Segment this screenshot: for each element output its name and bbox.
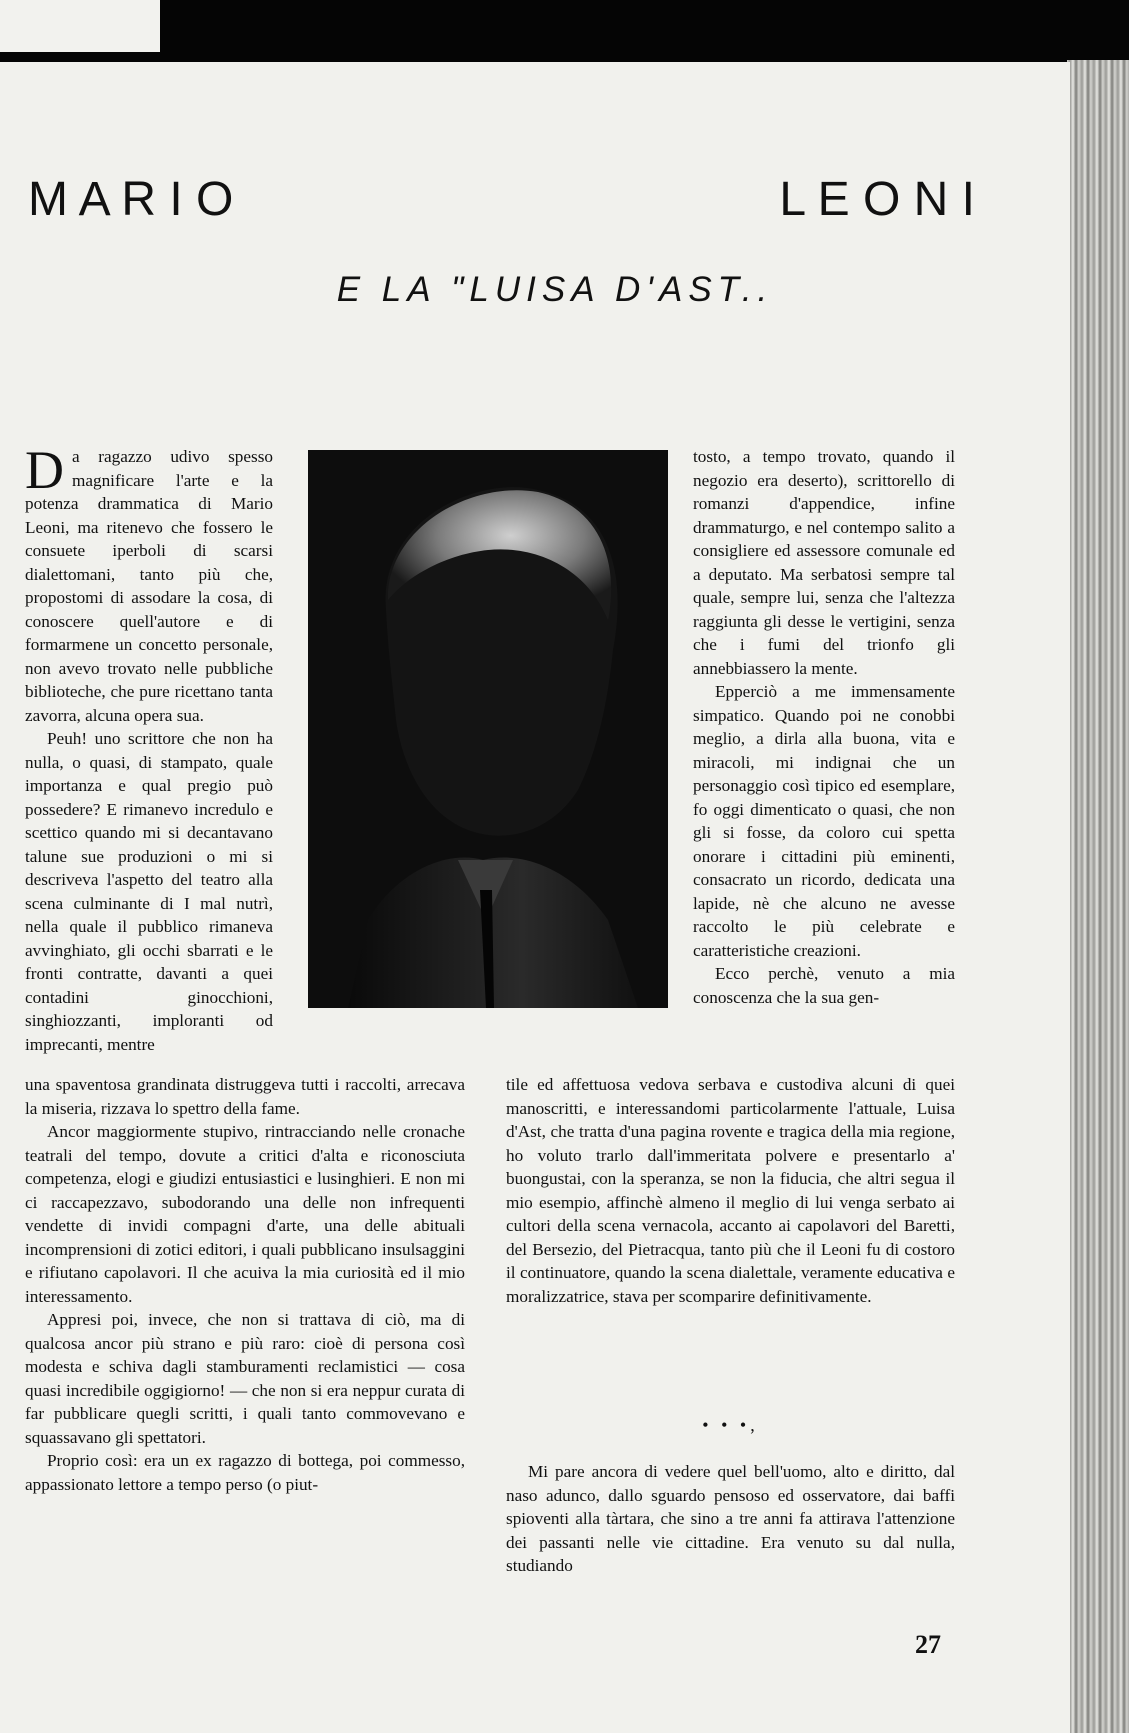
paragraph: Mi pare ancora di vedere quel bell'uomo, alto e diritto, dal naso adunco, dallo sguardo pensoso ed osservatore, dai baffi spioventi alla tàrtara, che sino a tre anni fa attirava l'attenzione dei passanti nelle vie cittadine. Era venuto su dal nulla, studiando <box>506 1462 955 1575</box>
paragraph: Peuh! uno scrittore che non ha nulla, o quasi, di stampato, quale importanza e qual pregio può possedere? E rimanevo incredulo e scettico quando mi si decantavano talune sue produzioni o mi si descriveva l'aspetto del teatro alla scena culminante di I mal nutrì, nella quale il pubblico rimaneva avvinghiato, gli occhi sbarrati e le fronti contratte, davanti a quei contadini ginocchioni, singhiozzanti, imploranti od imprecanti, mentre <box>25 729 273 1054</box>
section-separator: • • •, <box>702 1415 759 1435</box>
paragraph: tosto, a tempo trovato, quando il negozio era deserto), scrittorello di romanzi d'appendice, infine drammaturgo, e nel contempo salito a consigliere ed assessore comunale ed a deputato. Ma serbatosi sempre tal quale, sempre lui, senza che l'altezza raggiunta gli desse le vertigini, senza che i fumi del trionfo gli annebbiassero la mente. <box>693 447 955 678</box>
paragraph: Ancor maggiormente stupivo, rintracciando nelle cronache teatrali del tempo, dovute a critici d'alta e riconosciuta competenza, elogi e giudizi entusiastici e lusinghieri. E non mi ci raccapezzavo, subodorando una delle non infrequenti vendette di invidi compagni d'arte, una delle abituali incomprensioni di zotici editori, i quali pubblicano insulsaggini e rifiutano capolavori. Il che acuiva la mia curiosità ed il mio interessamento. <box>25 1122 465 1306</box>
paragraph: Ecco perchè, venuto a mia conoscenza che la sua gen- <box>693 964 955 1007</box>
drop-cap: D <box>25 440 64 500</box>
book-spine-edge <box>1067 60 1129 1733</box>
page-number: 27 <box>915 1630 941 1659</box>
right-column <box>693 445 955 1009</box>
paragraph: tile ed affettuosa vedova serbava e custodiva alcuni di quei manoscritti, e interessandomi particolarmente l'attuale, Luisa d'Ast, che tratta d'una pagina rovente e tragica della mia regione, ho voluto trarlo dall'immeritata polvere e presentarlo a' buongustai, con la speranza, se non la fiducia, che altri segua il mio esempio, affinchè almeno il meglio di lui venga serbato ai cultori della scena vernacola, accanto ai capolavori del Baretti, del Bersezio, del Pietracqua, tanto più che il Leoni fu di costoro il continuatore, quando la scena dialettale, veramente educativa e moralizzatrice, stava per scomparire definitivamente. <box>506 1075 955 1306</box>
title-last-name: L E O N I <box>779 173 975 226</box>
paragraph <box>25 440 273 727</box>
left-column <box>25 440 273 1056</box>
lower-right-column-continued <box>506 1460 955 1578</box>
scan-dark-border <box>0 0 1129 62</box>
paragraph: Appresi poi, invece, che non si trattava di ciò, ma di qualcosa ancor più strano e più raro: cioè di persona così modesta e schiva dagli stamburamenti reclamistici — cosa quasi incredibile oggigiorno! — che non si era neppur curata di far pubblicare quegli scritti, i quali tanto commovevano e squassavano gli spettatori. <box>25 1310 465 1447</box>
magazine-page <box>0 62 1070 1733</box>
paragraph: Proprio così: era un ex ragazzo di bottega, poi commesso, appassionato lettore a tempo perso (o piut- <box>25 1451 465 1494</box>
title-first-name: M A R I O <box>28 173 234 226</box>
portrait-image <box>308 450 668 1008</box>
lower-left-column <box>25 1073 465 1496</box>
article-title <box>20 172 1070 227</box>
scan-paper-tab <box>0 0 160 52</box>
paragraph: Epperciò a me immensamente simpatico. Quando poi ne conobbi meglio, a dirla alla buona, vita e miracoli, mi indignai che un personaggio così tipico ed esemplare, fo oggi dimenticato o quasi, che non gli si fosse, da coloro cui spetta onorare i cittadini più eminenti, consacrato un ricordo, dedicata una lapide, nè che alcuno ne avesse raccolto le più celebrate e caratteristiche creazioni. <box>693 682 955 960</box>
portrait-photo <box>308 450 668 1008</box>
article-subtitle: E LA "LUISA D'AST.. <box>336 270 774 309</box>
paragraph-text: a ragazzo udivo spesso magnificare l'arte e la potenza drammatica di Mario Leoni, ma ritenevo che fossero le consuete iperboli di scarsi dialettomani, tanto più che, propostomi di assodare la cosa, di conoscere quell'autore e di formarmene un concetto personale, non avevo trovato nelle pubbliche biblioteche, che pure ricettano tanta zavorra, alcuna opera sua. <box>25 447 273 725</box>
lower-right-column <box>506 1073 955 1308</box>
paragraph: una spaventosa grandinata distruggeva tutti i raccolti, arrecava la miseria, rizzava lo spettro della fame. <box>25 1075 465 1118</box>
